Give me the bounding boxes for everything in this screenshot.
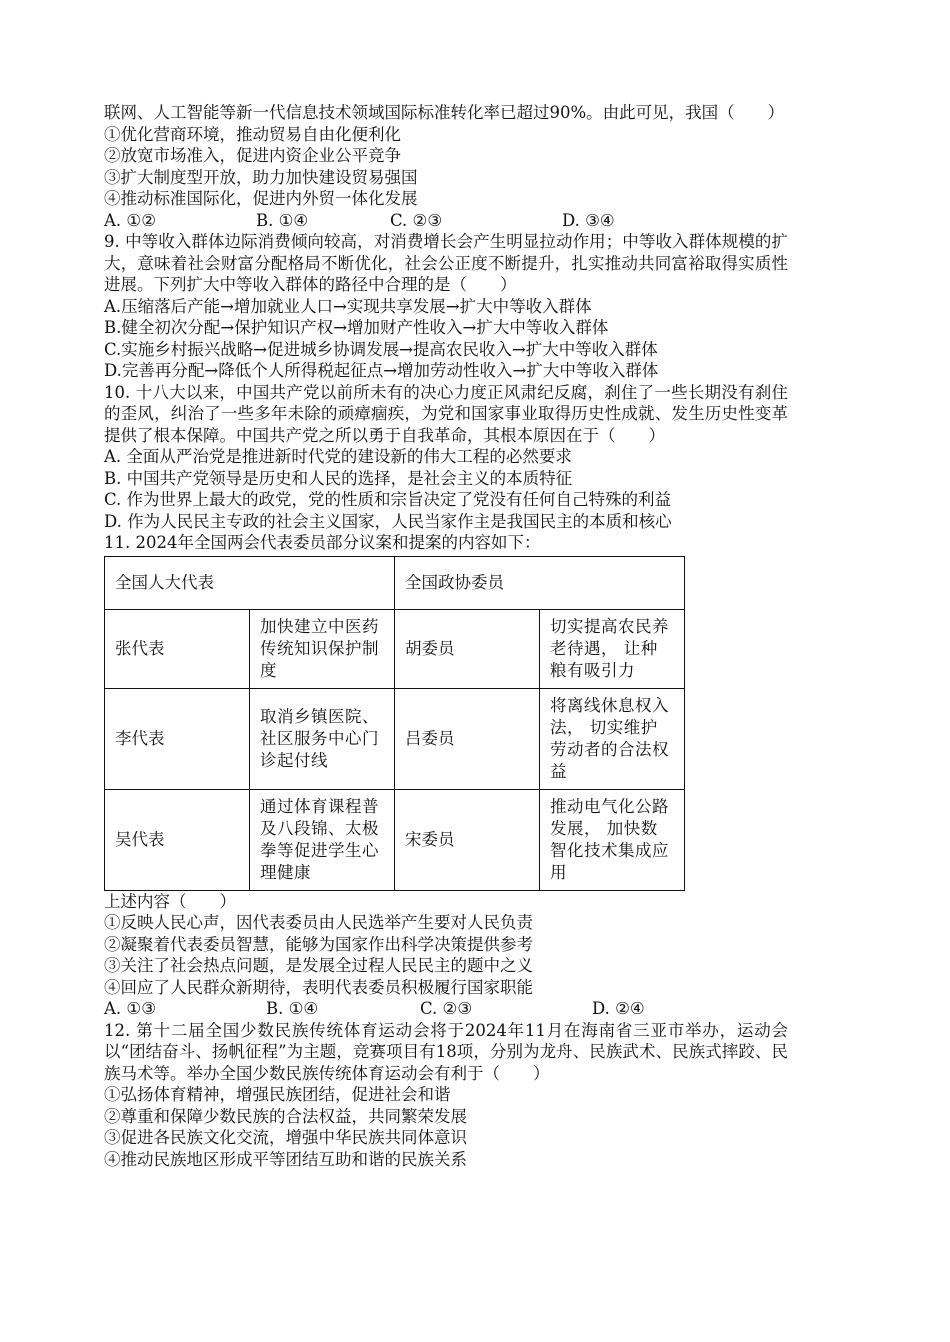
header-cppcc-members: 全国政协委员 — [395, 556, 685, 609]
question-12-item: ①弘扬体育精神，增强民族团结，促进社会和谐 — [104, 1085, 451, 1104]
question-10-option-a: A. 全面从严治党是推进新时代党的建设新的伟大工程的必然要求 — [104, 447, 572, 466]
question-10-option-b: B. 中国共产党领导是历史和人民的选择，是社会主义的本质特征 — [104, 468, 573, 488]
member-name: 胡委员 — [395, 609, 540, 688]
question-9-option-a: A.压缩落后产能→增加就业人口→实现共享发展→扩大中等收入群体 — [104, 296, 592, 316]
question-11-item: ①反映人民心声，因代表委员由人民选举产生要对人民负责 — [104, 913, 533, 932]
question-11-prompt: 上述内容（ ） — [104, 891, 236, 911]
option-d: D. ③④ — [562, 210, 615, 230]
question-12-item: ④推动民族地区形成平等团结互助和谐的民族关系 — [104, 1149, 467, 1169]
question-12-stem: 12. 第十二届全国少数民族传统体育运动会将于2024年11月在海南省三亚市举办，运动会以“团结奋斗、扬帆征程”为主题，竞赛项目有18项，分别为龙舟、民族武术、民族式摔跤、民族马术等。举办全国少数民族传统体育运动会有利于（ ） — [104, 1020, 788, 1083]
member-name: 宋委员 — [395, 789, 540, 890]
deputy-name: 张代表 — [105, 609, 250, 688]
question-8-stem-tail: 联网、人工智能等新一代信息技术领域国际标准转化率已超过90%。由此可见，我国（ ） — [104, 103, 785, 122]
question-8-options — [104, 210, 788, 232]
option-c: C. ②③ — [390, 210, 443, 230]
question-9-option-d: D.完善再分配→降低个人所得税起征点→增加劳动性收入→扩大中等收入群体 — [104, 361, 659, 380]
member-proposal: 将离线休息权入法， 切实维护劳动者的合法权益 — [540, 688, 685, 789]
deputy-name: 吴代表 — [105, 789, 250, 890]
member-proposal: 推动电气化公路发展， 加快数智化技术集成应用 — [540, 789, 685, 890]
deputy-proposal: 通过体育课程普及八段锦、太极拳等促进学生心理健康 — [250, 789, 395, 890]
option-b: B. ①④ — [266, 999, 319, 1018]
header-npc-deputies: 全国人大代表 — [105, 556, 395, 609]
question-11-item: ②凝聚着代表委员智慧，能够为国家作出科学决策提供参考 — [104, 934, 533, 954]
table-row — [105, 789, 685, 890]
deputy-name: 李代表 — [105, 688, 250, 789]
question-12-item: ②尊重和保障少数民族的合法权益，共同繁荣发展 — [104, 1106, 467, 1126]
question-8-item: ④推动标准国际化，促进内外贸一体化发展 — [104, 189, 418, 208]
question-8-item: ①优化营商环境，推动贸易自由化便利化 — [104, 124, 401, 144]
exam-page — [104, 102, 788, 1170]
question-9-option-c: C.实施乡村振兴战略→促进城乡协调发展→提高农民收入→扩大中等收入群体 — [104, 339, 658, 359]
table-row — [105, 688, 685, 789]
question-10-option-c: C. 作为世界上最大的政党，党的性质和宗旨决定了党没有任何自己特殊的利益 — [104, 490, 672, 509]
deputy-proposal: 取消乡镇医院、社区服务中心门诊起付线 — [250, 688, 395, 789]
table-row — [105, 609, 685, 688]
question-11-stem: 11. 2024年全国两会代表委员部分议案和提案的内容如下： — [104, 533, 541, 552]
member-proposal: 切实提高农民养老待遇， 让种粮有吸引力 — [540, 609, 685, 688]
question-12-item: ③促进各民族文化交流，增强中华民族共同体意识 — [104, 1128, 467, 1147]
member-name: 吕委员 — [395, 688, 540, 789]
question-8-item: ②放宽市场准入，促进内资企业公平竞争 — [104, 146, 401, 165]
option-b: B. ①④ — [256, 210, 309, 230]
question-9-option-b: B.健全初次分配→保护知识产权→增加财产性收入→扩大中等收入群体 — [104, 318, 609, 337]
question-9-stem: 9. 中等收入群体边际消费倾向较高，对消费增长会产生明显拉动作用；中等收入群体规模的扩大，意味着社会财富分配格局不断优化，社会公正度不断提升，扎实推动共同富裕取得实质性进展。下列扩大中等收入群体的路径中合理的是（ ） — [104, 232, 788, 294]
question-11-item: ③关注了社会热点问题，是发展全过程人民民主的题中之义 — [104, 956, 533, 975]
question-10-option-d: D. 作为人民民主专政的社会主义国家，人民当家作主是我国民主的本质和核心 — [104, 511, 672, 531]
proposals-table — [104, 556, 685, 891]
option-d: D. ②④ — [592, 999, 645, 1018]
question-11-item: ④回应了人民群众新期待，表明代表委员积极履行国家职能 — [104, 977, 533, 997]
table-header-row — [105, 556, 685, 609]
option-a: A. ①② — [104, 210, 156, 230]
option-a: A. ①③ — [104, 999, 156, 1018]
question-11-options — [104, 998, 788, 1020]
question-8-item: ③扩大制度型开放，助力加快建设贸易强国 — [104, 167, 418, 187]
deputy-proposal: 加快建立中医药传统知识保护制度 — [250, 609, 395, 688]
option-c: C. ②③ — [420, 999, 473, 1018]
question-10-stem: 10. 十八大以来，中国共产党以前所未有的决心力度正风肃纪反腐，刹住了一些长期没有刹住的歪风，纠治了一些多年未除的顽瘴痼疾，为党和国家事业取得历史性成就、发生历史性变革提供了根本保障。中国共产党之所以勇于自我革命，其根本原因在于（ ） — [104, 382, 788, 445]
